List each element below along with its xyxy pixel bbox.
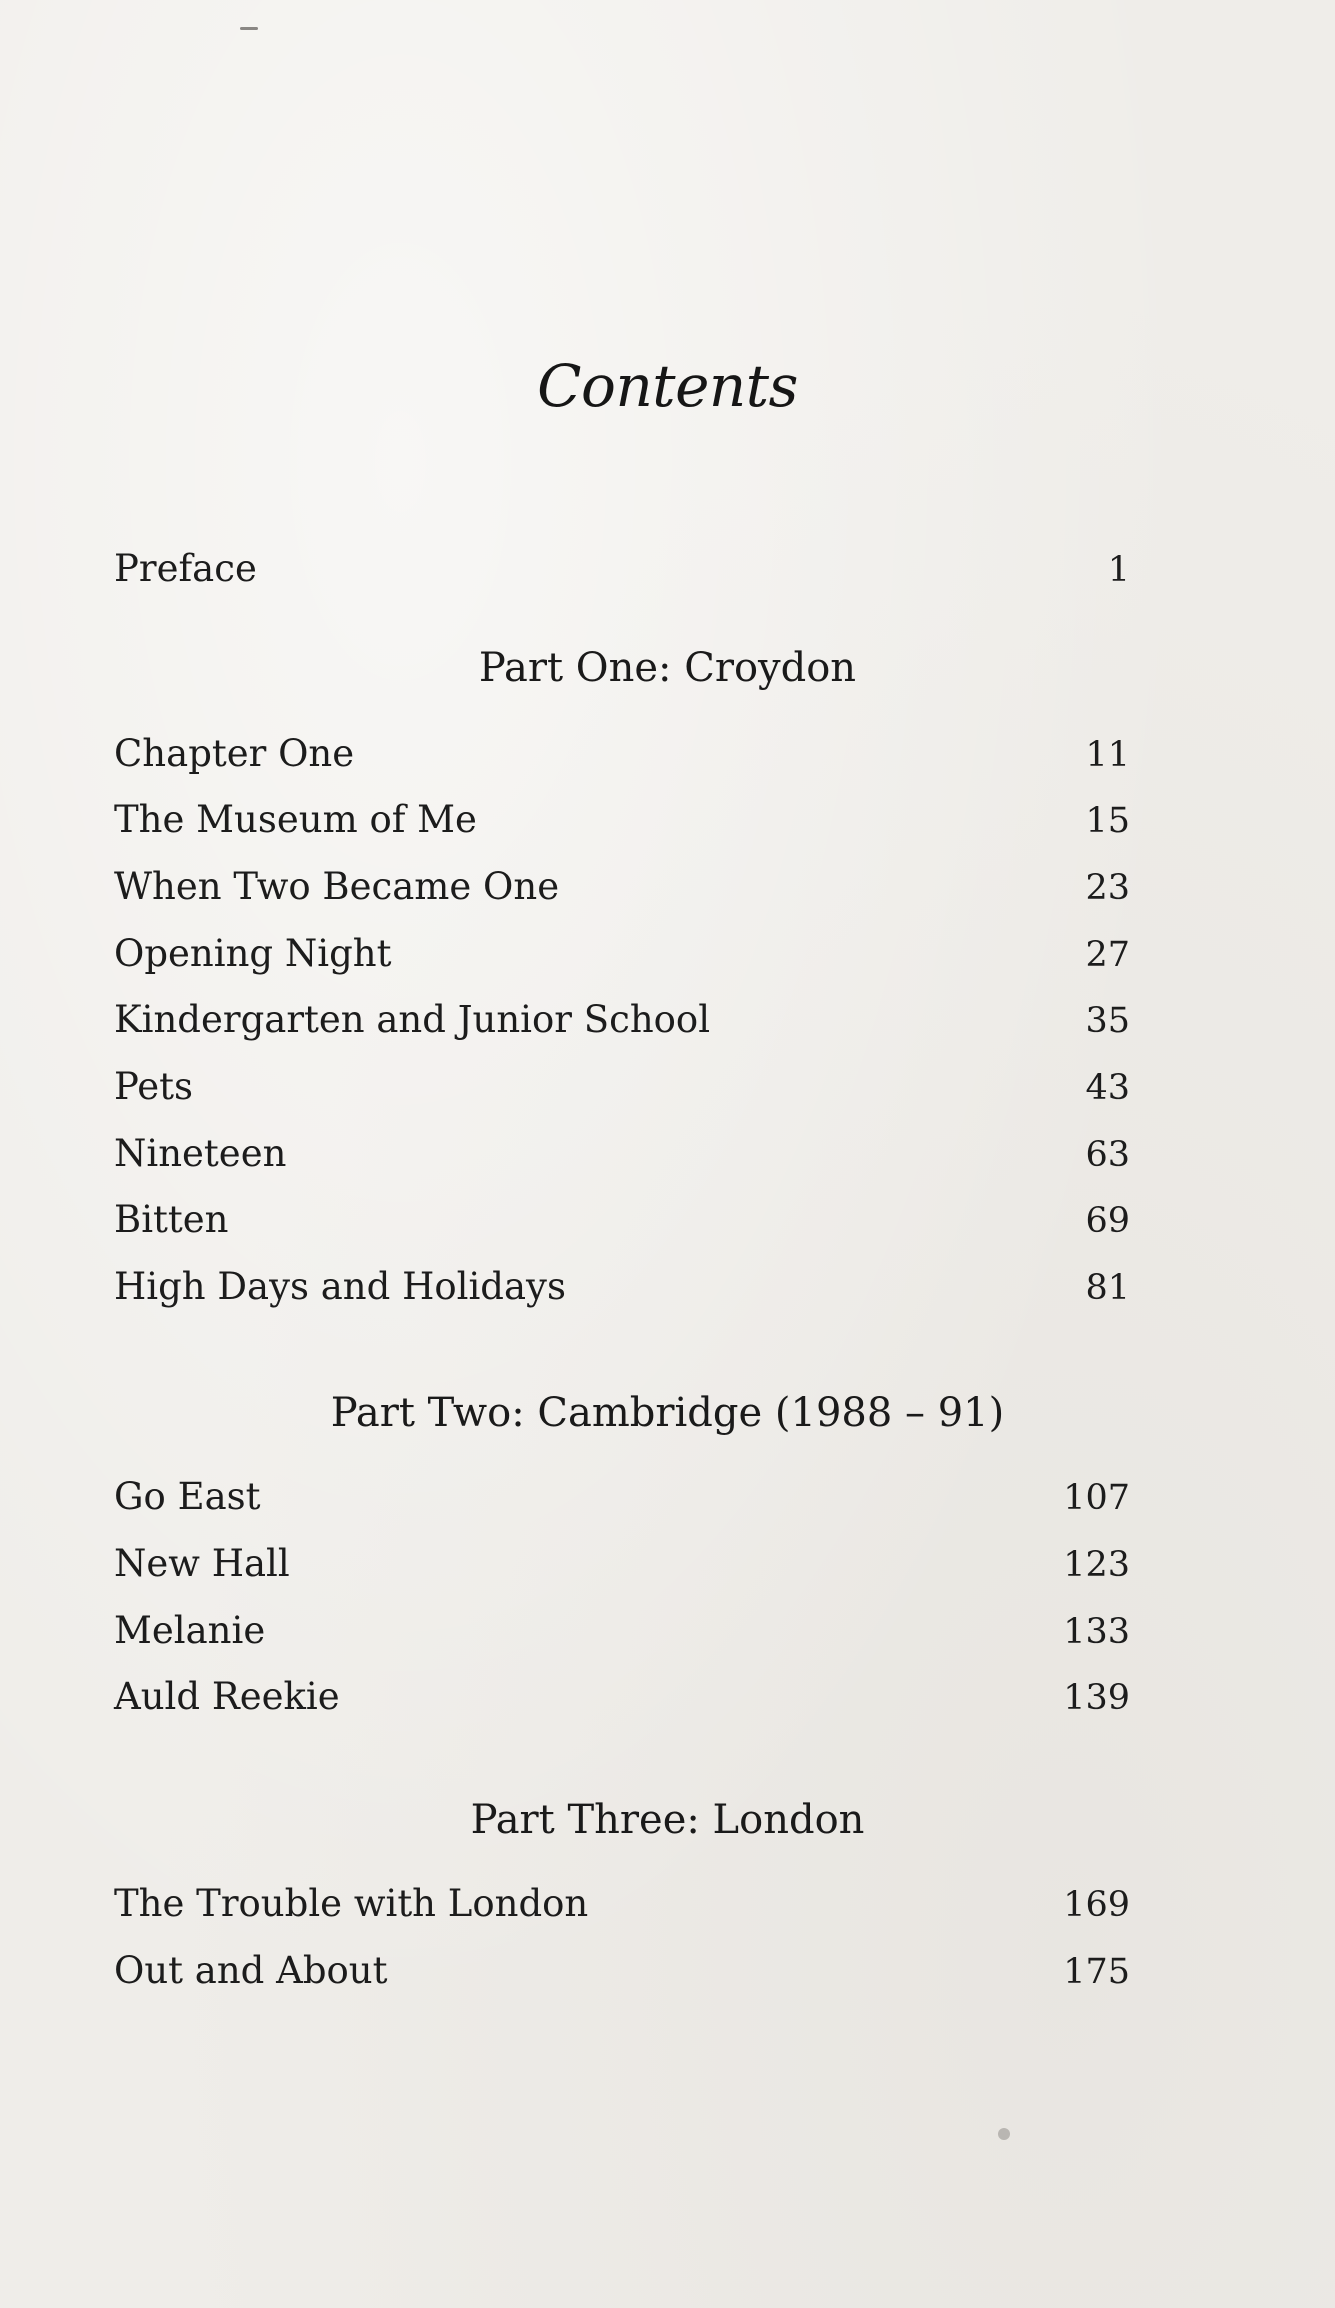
toc-entry (114, 1949, 1130, 1999)
toc-entry-page: 43 (1085, 1068, 1130, 1108)
toc-entry-label: Out and About (114, 1949, 388, 1992)
toc-entry-page: 107 (1063, 1478, 1130, 1518)
toc-entry-page: 1 (1107, 550, 1130, 590)
toc-entry-label: Nineteen (114, 1132, 287, 1175)
toc-entry-label: When Two Became One (114, 865, 560, 908)
toc-entry-label: Opening Night (114, 932, 392, 975)
toc-entry-label: The Trouble with London (114, 1882, 589, 1925)
toc-entry-page: 27 (1085, 935, 1130, 975)
toc-entry-page: 139 (1063, 1678, 1130, 1718)
toc-entry-page: 69 (1085, 1201, 1130, 1241)
toc-entry-page: 81 (1085, 1268, 1130, 1308)
paper-speck (998, 2128, 1010, 2140)
toc-entry-label: Melanie (114, 1609, 266, 1652)
toc-entry-label: The Museum of Me (114, 798, 477, 841)
toc-entry-page: 169 (1063, 1885, 1130, 1925)
part-heading: Part Three: London (470, 1797, 865, 1843)
part-heading: Part One: Croydon (478, 645, 857, 691)
toc-entry (114, 932, 1130, 982)
toc-entry-label: Pets (114, 1065, 193, 1108)
toc-entry-label: Go East (114, 1475, 261, 1518)
toc-entry-label: High Days and Holidays (114, 1265, 566, 1308)
toc-entry (114, 998, 1130, 1048)
toc-entry-preface (114, 547, 1130, 597)
toc-entry (114, 1542, 1130, 1592)
toc-entry (114, 798, 1130, 848)
toc-entry (114, 1882, 1130, 1932)
toc-entry (114, 1609, 1130, 1659)
page-title: Contents (537, 352, 798, 420)
toc-entry-page: 175 (1063, 1952, 1130, 1992)
toc-entry (114, 1132, 1130, 1182)
toc-entry-page: 63 (1085, 1135, 1130, 1175)
toc-entry-label: Kindergarten and Junior School (114, 998, 711, 1041)
toc-entry (114, 865, 1130, 915)
toc-entry-label: Auld Reekie (114, 1675, 340, 1718)
toc-entry (114, 1265, 1130, 1315)
toc-entry (114, 1198, 1130, 1248)
toc-entry-page: 11 (1085, 735, 1130, 775)
toc-entry (114, 1065, 1130, 1115)
toc-entry-label: New Hall (114, 1542, 290, 1585)
toc-entry-page: 35 (1085, 1001, 1130, 1041)
toc-entry-page: 123 (1063, 1545, 1130, 1585)
toc-entry (114, 1475, 1130, 1525)
part-heading: Part Two: Cambridge (1988 – 91) (330, 1390, 1005, 1436)
toc-entry-page: 15 (1085, 801, 1130, 841)
toc-entry (114, 1675, 1130, 1725)
paper-mark (240, 27, 258, 30)
toc-entry (114, 732, 1130, 782)
toc-entry-page: 133 (1063, 1612, 1130, 1652)
toc-entry-label: Chapter One (114, 732, 355, 775)
toc-entry-label: Bitten (114, 1198, 229, 1241)
toc-entry-page: 23 (1085, 868, 1130, 908)
toc-entry-label: Preface (114, 547, 257, 590)
